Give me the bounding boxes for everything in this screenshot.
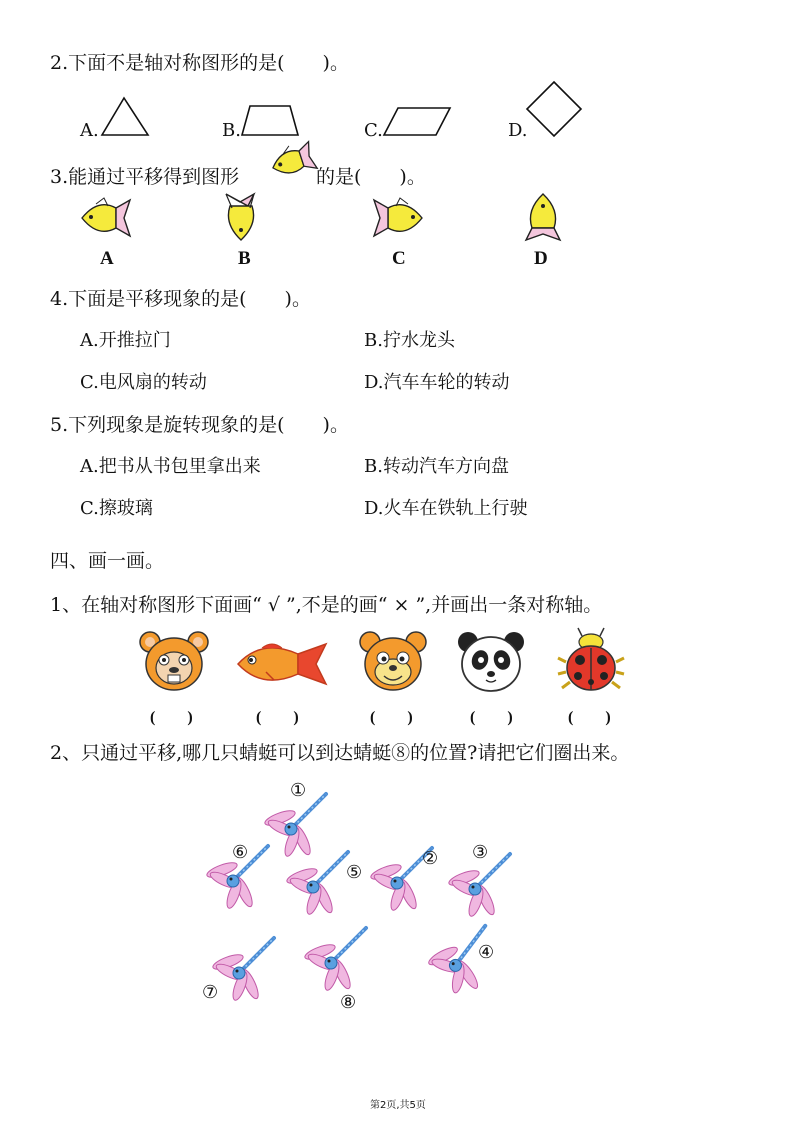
dragonfly-5 xyxy=(285,852,348,916)
dragonfly-1 xyxy=(263,794,326,858)
q4-option-a: A.开推拉门 xyxy=(80,330,171,351)
question-5-text: 5.下列现象是旋转现象的是( )。 xyxy=(50,414,349,436)
section-4-question-1: 1、在轴对称图形下面画“ √ ”,不是的画“ × ”,并画出一条对称轴。 xyxy=(50,594,603,616)
dragonfly-label-2: ② xyxy=(422,848,439,869)
answer-blank-3[interactable]: ( ) xyxy=(370,709,413,726)
q2-option-c-label: C. xyxy=(364,120,383,141)
q2-option-a-label: A. xyxy=(80,120,99,141)
q4-option-c: C.电风扇的转动 xyxy=(80,372,207,393)
dragonfly-label-7: ⑦ xyxy=(202,982,219,1003)
fish-option-c-label: C xyxy=(392,248,406,269)
dragonfly-7 xyxy=(211,938,274,1002)
fish-option-a-label: A xyxy=(100,248,114,269)
answer-blank-5[interactable]: ( ) xyxy=(568,709,611,726)
dragonfly-label-6: ⑥ xyxy=(232,842,249,863)
question-3-text-before: 3.能通过平移得到图形 xyxy=(50,166,240,188)
q2-option-d-label: D. xyxy=(508,120,528,141)
section-4-title: 四、画一画。 xyxy=(50,550,165,572)
question-2-text: 2.下面不是轴对称图形的是( )。 xyxy=(50,52,349,74)
q5-option-a: A.把书从书包里拿出来 xyxy=(80,456,261,477)
answer-blank-4[interactable]: ( ) xyxy=(470,709,513,726)
dragonfly-label-1: ① xyxy=(290,780,307,801)
fish-option-b-label: B xyxy=(238,248,251,269)
answer-blank-2[interactable]: ( ) xyxy=(256,709,299,726)
dragonfly-3 xyxy=(447,854,510,918)
q5-option-c: C.擦玻璃 xyxy=(80,498,153,519)
dragonfly-label-5: ⑤ xyxy=(346,862,363,883)
answer-blank-1[interactable]: ( ) xyxy=(150,709,193,726)
q5-option-d: D.火车在铁轨上行驶 xyxy=(364,498,528,519)
q2-option-b-label: B. xyxy=(222,120,241,141)
q4-option-b: B.拧水龙头 xyxy=(364,330,455,351)
section-4-question-2: 2、只通过平移,哪几只蜻蜓可以到达蜻蜓⑧的位置?请把它们圈出来。 xyxy=(50,742,630,764)
question-3-text-after: 的是( )。 xyxy=(316,166,426,188)
page-footer: 第2页,共5页 xyxy=(370,1100,426,1111)
dragonfly-label-8: ⑧ xyxy=(340,992,357,1013)
question-4-text: 4.下面是平移现象的是( )。 xyxy=(50,288,311,310)
q5-option-b: B.转动汽车方向盘 xyxy=(364,456,509,477)
dragonfly-label-3: ③ xyxy=(472,842,489,863)
dragonfly-label-4: ④ xyxy=(478,942,495,963)
fish-option-d-label: D xyxy=(534,248,548,269)
q4-option-d: D.汽车车轮的转动 xyxy=(364,372,510,393)
dragonfly-8 xyxy=(303,928,366,992)
